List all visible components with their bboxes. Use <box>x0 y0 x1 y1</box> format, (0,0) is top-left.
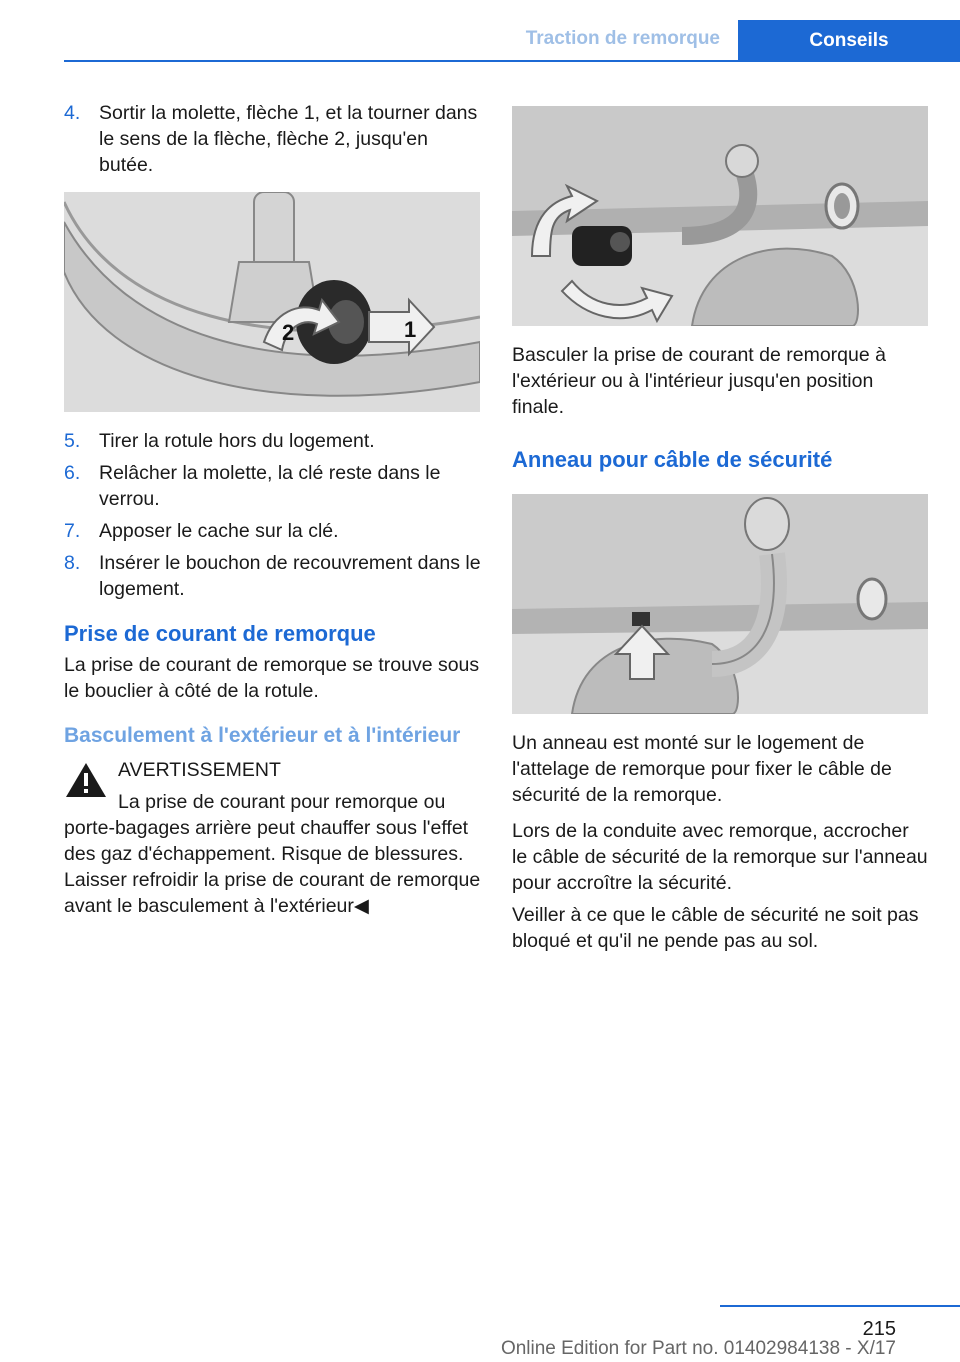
knob-illustration <box>64 192 480 412</box>
step-number: 4. <box>64 102 81 124</box>
step-5 <box>64 428 482 454</box>
step-number: 7. <box>64 520 81 542</box>
figure-socket-swivel <box>512 106 928 326</box>
heading-prise-courant: Prise de courant de remorque <box>64 621 376 646</box>
footer-rule <box>720 1305 960 1307</box>
paragraph-anneau-1: Un anneau est monté sur le logement de l'attelage de remorque pour fixer le câble de sécurité de la remorque. <box>512 732 892 806</box>
paragraph-prise-courant: La prise de courant de remorque se trouve sous le bouclier à côté de la rotule. <box>64 654 480 702</box>
step-number: 5. <box>64 430 81 452</box>
left-column <box>64 100 482 919</box>
paragraph-basculer: Basculer la prise de courant de remorque à l'extérieur ou à l'intérieur jusqu'en position finale. <box>512 344 886 418</box>
right-column <box>512 106 928 954</box>
socket-illustration <box>512 106 928 326</box>
step-text: Relâcher la molette, la clé reste dans le verrou. <box>99 462 441 510</box>
page-number: 215 <box>862 1318 896 1340</box>
warning-triangle-icon <box>64 761 108 799</box>
step-number: 8. <box>64 552 81 574</box>
step-text: Tirer la rotule hors du logement. <box>99 430 375 452</box>
step-6 <box>64 460 482 512</box>
edition-line: Online Edition for Part no. 01402984138 - X/17 <box>500 1338 896 1359</box>
paragraph-anneau-3: Veiller à ce que le câble de sécurité ne soit pas bloqué et qu'il ne pende pas au sol. <box>512 904 919 952</box>
warning-block <box>64 757 482 919</box>
step-4 <box>64 100 482 178</box>
step-number: 6. <box>64 462 81 484</box>
paragraph-anneau-2: Lors de la conduite avec remorque, accrocher le câble de sécurité de la remorque sur l'anneau pour accroître la sécurité. <box>512 820 928 894</box>
step-text: Sortir la molette, flèche 1, et la tourner dans le sens de la flèche, flèche 2, jusqu'en butée. <box>99 102 478 176</box>
warning-title: AVERTISSEMENT <box>118 759 281 781</box>
step-7 <box>64 518 482 544</box>
step-list-top <box>64 100 482 178</box>
warning-text: La prise de courant pour remorque ou porte-bagages arrière peut chauffer sous l'effet des gaz d'échappement. Risque de blessures. Laisser refroidir la prise de courant de remorque avant le basculement à l'extérieur◀ <box>64 791 481 917</box>
heading-basculement: Basculement à l'extérieur et à l'intérieur <box>64 724 461 747</box>
heading-anneau: Anneau pour câble de sécurité <box>512 447 833 472</box>
chapter-tab[interactable]: Conseils <box>738 20 960 60</box>
section-title: Traction de remorque <box>525 28 720 49</box>
figure-safety-ring <box>512 494 928 714</box>
ring-illustration <box>512 494 928 714</box>
header-rule <box>64 60 960 62</box>
figure-knob-arrows <box>64 192 480 412</box>
step-text: Insérer le bouchon de recouvrement dans le logement. <box>99 552 481 600</box>
step-8 <box>64 550 482 602</box>
arrow-label-1: 1 <box>404 317 417 342</box>
step-text: Apposer le cache sur la clé. <box>99 520 339 542</box>
step-list <box>64 428 482 602</box>
arrow-label-2: 2 <box>282 320 295 345</box>
page-header <box>0 0 960 62</box>
